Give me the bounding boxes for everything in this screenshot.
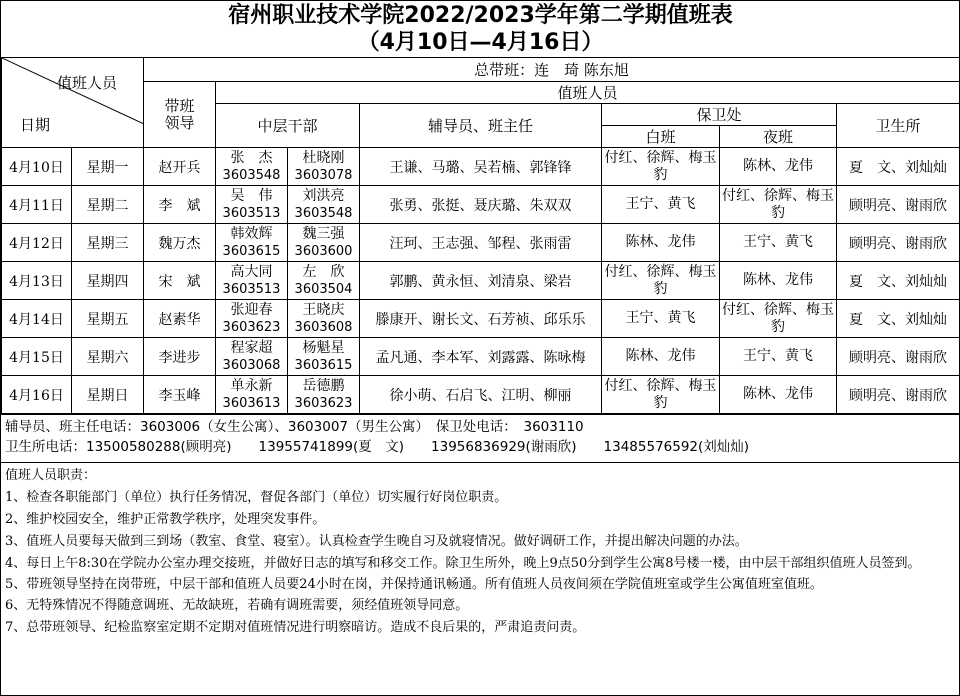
duty-item: 4、每日上午8:30在学院办公室办理交接班，并做好日志的填写和移交工作。除卫生所外，晚上9点50分到学生公寓8号楼一楼，由中层干部组织值班人员签到。 (5, 556, 921, 571)
night-shift-cell: 王宁、黄飞 (720, 224, 837, 262)
duty-staff-header: 值班人员 (216, 82, 960, 104)
table-row (2, 338, 960, 376)
weekday-cell: 星期四 (72, 262, 144, 300)
cadre-cell (216, 148, 288, 186)
cadre-name: 单永新 (230, 377, 273, 394)
cadre-name: 杜晓刚 (302, 149, 345, 166)
leader-header-line-1: 带班 (164, 96, 195, 115)
counselor-cell: 王谦、马璐、吴若楠、郭锋锋 (360, 148, 602, 186)
cadre-phone: 3603623 (222, 319, 281, 335)
cadre-cell (288, 300, 360, 338)
day-shift-cell: 王宁、黄飞 (602, 186, 720, 224)
night-shift-cell: 陈林、龙伟 (720, 148, 837, 186)
cadre-name: 岳德鹏 (302, 377, 345, 394)
counselor-cell: 汪珂、王志强、邹程、张雨雷 (360, 224, 602, 262)
weekday-cell: 星期六 (72, 338, 144, 376)
table-row (2, 300, 960, 338)
day-shift-cell: 王宁、黄飞 (602, 300, 720, 338)
cadre-cell (216, 338, 288, 376)
day-shift-cell: 陈林、龙伟 (602, 338, 720, 376)
corner-date-label: 日期 (20, 116, 51, 134)
clinic-cell: 夏 文、刘灿灿 (837, 262, 960, 300)
leader-cell: 魏万杰 (144, 224, 216, 262)
day-shift-cell: 付红、徐辉、梅玉豹 (602, 148, 720, 186)
table-row (2, 262, 960, 300)
weekday-cell: 星期一 (72, 148, 144, 186)
date-cell: 4月12日 (2, 224, 72, 262)
clinic-cell: 顾明亮、谢雨欣 (837, 224, 960, 262)
night-shift-cell: 王宁、黄飞 (720, 338, 837, 376)
leader-cell: 赵素华 (144, 300, 216, 338)
middle-cadre-header: 中层干部 (216, 104, 360, 148)
clinic-cell: 顾明亮、谢雨欣 (837, 186, 960, 224)
cadre-cell (288, 148, 360, 186)
date-cell: 4月14日 (2, 300, 72, 338)
clinic-cell: 顾明亮、谢雨欣 (837, 376, 960, 414)
date-cell: 4月11日 (2, 186, 72, 224)
night-shift-cell: 陈林、龙伟 (720, 376, 837, 414)
counselor-cell: 孟凡通、李本军、刘露露、陈咏梅 (360, 338, 602, 376)
header-corner-cell (2, 58, 144, 148)
cadre-name: 张 杰 (230, 149, 273, 166)
cadre-name: 左 欣 (302, 263, 345, 280)
day-shift-cell: 陈林、龙伟 (602, 224, 720, 262)
weekday-cell: 星期日 (72, 376, 144, 414)
cadre-phone: 3603078 (294, 167, 353, 183)
cadre-name: 吴 伟 (230, 187, 273, 204)
cadre-cell (288, 338, 360, 376)
cadre-cell (288, 186, 360, 224)
duty-responsibilities (1, 462, 959, 641)
cadre-name: 刘洪亮 (302, 187, 345, 204)
leader-cell: 李玉峰 (144, 376, 216, 414)
date-cell: 4月15日 (2, 338, 72, 376)
title-line-2: （4月10日—4月16日） (357, 30, 604, 55)
leader-cell: 李 斌 (144, 186, 216, 224)
clinic-cell: 夏 文、刘灿灿 (837, 300, 960, 338)
table-row (2, 224, 960, 262)
cadre-phone: 3603615 (294, 357, 353, 373)
corner-duty-staff-label: 值班人员 (57, 74, 118, 92)
clinic-cell: 顾明亮、谢雨欣 (837, 338, 960, 376)
cadre-phone: 3603068 (222, 357, 281, 373)
counselor-cell: 滕康开、谢长文、石芳祯、邱乐乐 (360, 300, 602, 338)
cadre-phone: 3603513 (222, 281, 281, 297)
page-title (2, 1, 960, 58)
cadre-cell (288, 224, 360, 262)
cadre-phone: 3603615 (222, 243, 281, 259)
night-shift-header: 夜班 (720, 126, 837, 148)
phone-line-2: 卫生所电话：13500580288(顾明亮) 13955741899(夏 文) 13956836929(谢雨欣) 13485576592(刘灿灿) (5, 439, 750, 455)
cadre-name: 魏三强 (302, 225, 345, 242)
date-cell: 4月16日 (2, 376, 72, 414)
duty-item: 3、值班人员要每天做到三到场（教室、食堂、寝室）。认真检查学生晚自习及就寝情况。做好调研工作，并提出解决问题的办法。 (5, 534, 748, 549)
contact-phones (1, 414, 959, 462)
counselor-cell: 张勇、张挺、聂庆璐、朱双双 (360, 186, 602, 224)
cadre-phone: 3603513 (222, 205, 281, 221)
table-row (2, 148, 960, 186)
duty-item: 2、维护校园安全，维护正常教学秩序，处理突发事件。 (5, 512, 326, 527)
counselor-cell: 郭鹏、黄永恒、刘清泉、梁岩 (360, 262, 602, 300)
duty-item: 5、带班领导坚持在岗带班，中层干部和值班人员要24小时在岗，并保持通讯畅通。所有值班人员夜间须在学院值班室或学生公寓值班室值班。 (5, 577, 823, 592)
cadre-name: 王晓庆 (302, 301, 345, 318)
table-row (2, 376, 960, 414)
cadre-phone: 3603623 (294, 395, 353, 411)
cadre-cell (216, 300, 288, 338)
cadre-name: 张迎春 (230, 301, 273, 318)
counselor-cell: 徐小萌、石启飞、江明、柳丽 (360, 376, 602, 414)
duties-heading: 值班人员职责： (5, 468, 97, 483)
cadre-name: 高大同 (230, 263, 273, 280)
day-shift-header: 白班 (602, 126, 720, 148)
leader-cell: 赵开兵 (144, 148, 216, 186)
cadre-phone: 3603504 (294, 281, 353, 297)
cadre-phone: 3603613 (222, 395, 281, 411)
duty-item: 1、检查各职能部门（单位）执行任务情况，督促各部门（单位）切实履行好岗位职责。 (5, 490, 508, 505)
cadre-phone: 3603548 (294, 205, 353, 221)
general-duty-header: 总带班：连 琦 陈东旭 (144, 58, 960, 82)
leader-cell: 宋 斌 (144, 262, 216, 300)
night-shift-cell: 付红、徐辉、梅玉豹 (720, 186, 837, 224)
table-row (2, 186, 960, 224)
date-cell: 4月10日 (2, 148, 72, 186)
duty-item: 7、总带班领导、纪检监察室定期不定期对值班情况进行明察暗访。造成不良后果的，严肃追责问责。 (5, 620, 586, 635)
phone-line-1: 辅导员、班主任电话：3603006（女生公寓）、3603007（男生公寓） 保卫处电话： 3603110 (5, 419, 584, 435)
title-line-1: 宿州职业技术学院2022/2023学年第二学期值班表 (228, 3, 733, 28)
cadre-cell (216, 262, 288, 300)
duty-item: 6、无特殊情况不得随意调班、无故缺班，若确有调班需要，须经值班领导同意。 (5, 598, 469, 613)
cadre-cell (216, 224, 288, 262)
day-shift-cell: 付红、徐辉、梅玉豹 (602, 262, 720, 300)
cadre-cell (216, 376, 288, 414)
clinic-header: 卫生所 (837, 104, 960, 148)
cadre-cell (288, 262, 360, 300)
cadre-name: 杨魁星 (302, 339, 345, 356)
cadre-phone: 3603600 (294, 243, 353, 259)
leader-header-line-2: 领导 (164, 113, 195, 132)
weekday-cell: 星期五 (72, 300, 144, 338)
cadre-phone: 3603548 (222, 167, 281, 183)
duty-table (1, 1, 960, 414)
clinic-cell: 夏 文、刘灿灿 (837, 148, 960, 186)
cadre-cell (288, 376, 360, 414)
leader-header (144, 82, 216, 148)
day-shift-cell: 付红、徐辉、梅玉豹 (602, 376, 720, 414)
night-shift-cell: 付红、徐辉、梅玉豹 (720, 300, 837, 338)
cadre-phone: 3603608 (294, 319, 353, 335)
leader-cell: 李进步 (144, 338, 216, 376)
security-header: 保卫处 (602, 104, 837, 126)
night-shift-cell: 陈林、龙伟 (720, 262, 837, 300)
date-cell: 4月13日 (2, 262, 72, 300)
cadre-cell (216, 186, 288, 224)
counselor-header: 辅导员、班主任 (360, 104, 602, 148)
weekday-cell: 星期三 (72, 224, 144, 262)
cadre-name: 韩效辉 (230, 225, 273, 242)
weekday-cell: 星期二 (72, 186, 144, 224)
cadre-name: 程家超 (230, 339, 273, 356)
